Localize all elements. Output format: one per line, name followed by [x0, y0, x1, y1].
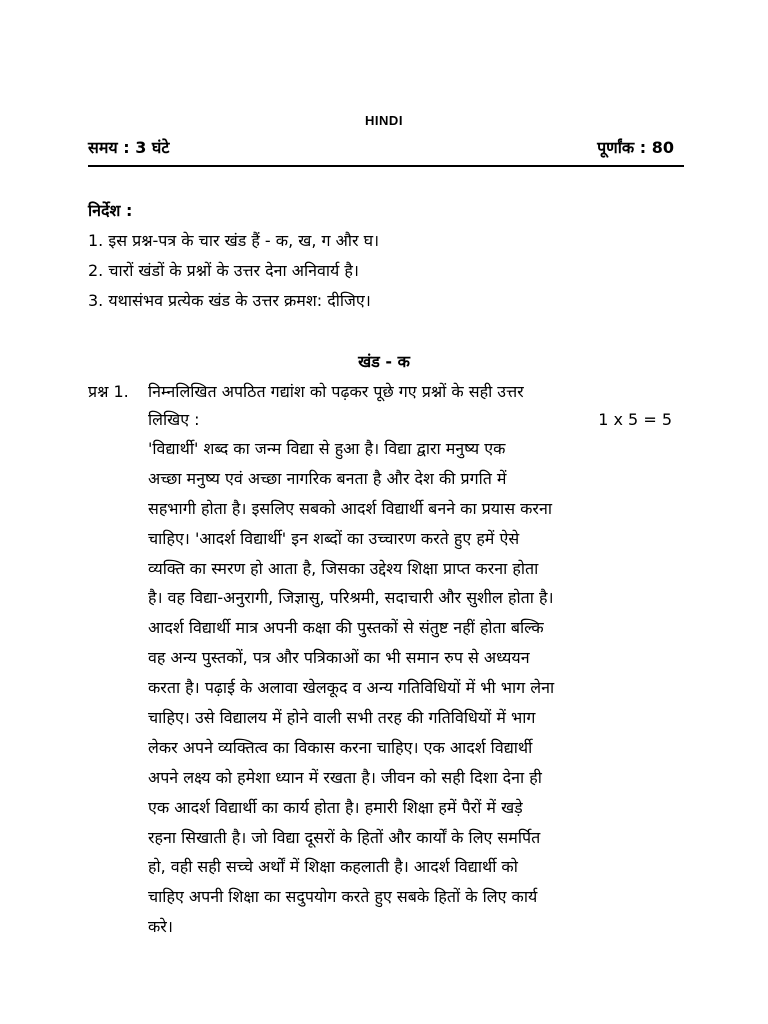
passage-line: करे।: [148, 917, 173, 937]
passage-line: वह अन्य पुस्तकों, पत्र और पत्रिकाओं का भी समान रुप से अध्ययन: [148, 648, 530, 668]
question-marks: 1 x 5 = 5: [598, 410, 672, 429]
question-prompt-continued: लिखिए :: [148, 410, 200, 429]
passage-line: चाहिए। उसे विद्यालय में होने वाली सभी तरह की गतिविधियों में भाग: [148, 708, 536, 728]
passage-line: रहना सिखाती है। जो विद्या दूसरों के हितों और कार्यों के लिए समर्पित: [148, 827, 541, 847]
passage-line: आदर्श विद्यार्थी मात्र अपनी कक्षा की पुस्तकों से संतुष्ट नहीं होता बल्कि: [148, 618, 544, 638]
instruction-item: 1. इस प्रश्न-पत्र के चार खंड हैं - क, ख, ग और घ।: [88, 231, 380, 250]
passage-line: चाहिए। 'आदर्श विद्यार्थी' इन शब्दों का उच्चारण करते हुए हमें ऐसे: [148, 528, 520, 548]
question-prompt: निम्नलिखित अपठित गद्यांश को पढ़कर पूछे गए प्रश्नों के सही उत्तर: [148, 382, 524, 401]
question-number: प्रश्न 1.: [88, 382, 129, 401]
passage-line: चाहिए अपनी शिक्षा का सदुपयोग करते हुए सबके हितों के लिए कार्य: [148, 887, 538, 907]
subject-title: HINDI: [365, 113, 403, 128]
passage-line: 'विद्यार्थी' शब्द का जन्म विद्या से हुआ है। विद्या द्वारा मनुष्य एक: [148, 439, 506, 458]
passage-line: एक आदर्श विद्यार्थी का कार्य होता है। हमारी शिक्षा हमें पैरों में खड़े: [148, 797, 523, 817]
instructions-list: [88, 226, 688, 316]
passage-line: अपने लक्ष्य को हमेशा ध्यान में रखता है। जीवन को सही दिशा देना ही: [148, 767, 542, 787]
passage-line: हो, वही सही सच्चे अर्थों में शिक्षा कहलाती है। आदर्श विद्यार्थी को: [148, 857, 518, 877]
header-divider: [88, 165, 684, 167]
passage-line: करता है। पढ़ाई के अलावा खेलकूद व अन्य गतिविधियों में भी भाग लेना: [148, 678, 555, 698]
question-1: [88, 378, 688, 434]
passage-line: अच्छा मनुष्य एवं अच्छा नागरिक बनता है और देश की प्रगति में: [148, 468, 507, 488]
passage-line: व्यक्ति का स्मरण हो आता है, जिसका उद्देश्य शिक्षा प्राप्त करना होता: [148, 558, 539, 578]
passage-line: है। वह विद्या-अनुरागी, जिज्ञासु, परिश्रमी, सदाचारी और सुशील होता है।: [148, 588, 554, 608]
exam-header: [88, 136, 674, 158]
instructions-title: निर्देश :: [88, 201, 133, 220]
instruction-item: 2. चारों खंडों के प्रश्नों के उत्तर देना अनिवार्य है।: [88, 261, 359, 280]
passage-line: लेकर अपने व्यक्तित्व का विकास करना चाहिए। एक आदर्श विद्यार्थी: [148, 737, 533, 757]
instruction-item: 3. यथासंभव प्रत्येक खंड के उत्तर क्रमश: दीजिए।: [88, 291, 371, 310]
section-heading: खंड - क: [358, 352, 410, 371]
passage-line: सहभागी होता है। इसलिए सबको आदर्श विद्यार्थी बनने का प्रयास करना: [148, 498, 552, 518]
max-marks: पूर्णांक : 80: [597, 138, 674, 157]
passage: [148, 434, 678, 942]
question-prompt-line: [148, 406, 672, 434]
time-allowed: समय : 3 घंटे: [88, 138, 170, 157]
question-prompt-line: [88, 378, 688, 406]
